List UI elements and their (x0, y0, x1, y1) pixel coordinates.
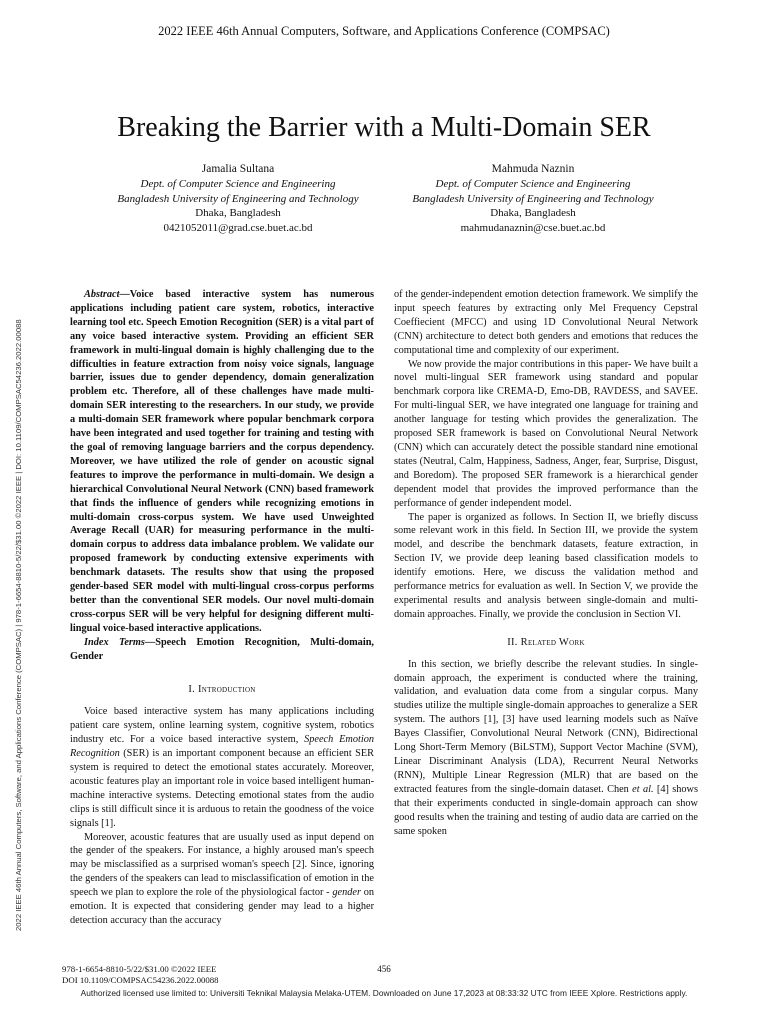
conference-header: 2022 IEEE 46th Annual Computers, Software, and Applications Conference (COMPSAC) (158, 24, 610, 38)
index-terms-text: —Speech Emotion Recognition, Multi-domain, Gender (70, 636, 374, 662)
intro-paragraph-2: Moreover, acoustic features that are usually used as input depend on the gender of the speakers. For instance, a highly aroused man's speech may be misclassified as a surprised woman's speech [2]. Since, ignoring the genders of the speakers can lead to misclassification of emotion in the speech we plan to explore the role of the physiological factor - gender on emotion. It is expected that considering gender may lead to a higher detection accuracy than the accuracy (70, 831, 375, 926)
author-univ: Bangladesh University of Engineering and Technology (117, 192, 359, 205)
right-column (394, 288, 698, 838)
index-terms-label: Index Terms (84, 636, 145, 648)
section-heading-introduction: I. Introduction (188, 684, 256, 696)
intro-paragraph-3: of the gender-independent emotion detection framework. We simplify the input speech features by extracting only Mel Frequency Cepstral Coeffiecient (MFCC) and using 1D Convolutional Neural Network (CNN) architecture to detect both genders and emotions that reduces the computational time and complexity of our experiment. (394, 289, 698, 356)
author-email[interactable]: mahmudanaznin@cse.buet.ac.bd (460, 222, 606, 235)
section-heading-related-work: II. Related Work (507, 636, 585, 648)
footer-isbn: 978-1-6654-8810-5/22/$31.00 ©2022 IEEE (62, 964, 217, 974)
abstract (70, 288, 374, 636)
author-univ: Bangladesh University of Engineering and Technology (412, 192, 654, 205)
side-strip-text: 2022 IEEE 46th Annual Computers, Software, and Applications Conference (COMPSAC) | 978-1-6654-8810-5/22/$31.00 ©2022 IEEE | DOI: 10.1109/COMPSAC54236.2022.00088 (14, 319, 23, 931)
author-city: Dhaka, Bangladesh (490, 207, 576, 220)
side-strip (4, 200, 23, 940)
author-name: Jamalia Sultana (201, 163, 275, 175)
author-block-2 (363, 162, 703, 236)
author-dept: Dept. of Computer Science and Engineering (435, 177, 631, 190)
author-block-1 (68, 162, 408, 236)
paper-title: Breaking the Barrier with a Multi-Domain SER (117, 112, 651, 143)
author-name: Mahmuda Naznin (491, 163, 575, 175)
intro-paragraph-1: Voice based interactive system has many applications including patient care system, online learning system, cognitive system, robotics industry etc. For a voice based interactive system, Speech Emotion Recognition (SER) is an important component because an efficient SER system is required to detect the emotional states accurately. Moreover, acoustic features play an important role in voice based intelligent human-machine interactive systems. Detecting emotional states from the audio clips is still difficult since it is arduous to retain the goodness of the voice signals [1]. (70, 706, 374, 829)
author-dept: Dept. of Computer Science and Engineering (140, 177, 336, 190)
author-city: Dhaka, Bangladesh (195, 207, 281, 220)
left-column (70, 288, 374, 928)
intro-paragraph-4: We now provide the major contributions in this paper- We have built a novel multi-lingual SER framework using standard and popular benchmark corpora like CREMA-D, Emo-DB, RAVDESS, and SAVEE. For multi-lingual SER, we have integrated one language for training and another language for testing which provides the generalization. The proposed SER framework is based on Convolutional Neural Network (CNN) which can accurately detect the possible standard nine emotional states (Neutral, Calm, Happiness, Sadness, Anger, fear, Surprise, Disgust, and Boredom). The proposed SER framework is a hierarchical gender dependent model that provides the improved performance than the performance of gender independent model. (394, 358, 698, 509)
page-number: 456 (377, 964, 391, 974)
intro-paragraph-5: The paper is organized as follows. In Section II, we briefly discuss some relevant work in this field. In Section III, we provide the system model, and describe the benchmark datasets, feature extraction, in Section IV, we provide deep leaning based classification models to identify emotions. Here, we discuss the validation method and performance metrics for evaluation as well. In Section V, we provide the experimental results and analysis between single-domain and multi-domain approaches. Finally, we provide the conclusion in Section VI. (394, 511, 698, 620)
footer-doi: DOI 10.1109/COMPSAC54236.2022.00088 (62, 974, 219, 985)
abstract-label: Abstract (84, 289, 120, 300)
related-paragraph-1: In this section, we briefly describe the relevant studies. In single-domain approach, the experiment is conducted where the training, validation, and evaluation data come from a singular corpus. Many studies utilize the multiple single-domain approaches to generalize a SER system. The authors [1], [3] have used learning models such as Naïve Bayes Classifier, Convolutional Neural Network (CNN), Bidirectional Long Short-Term Memory (BiLSTM), Support Vector Machine (SVM), Linear Discriminant Analysis (LDA), Recurrent Neural Networks (RNN), Multiple Linear Regression (MLR) that are based on the extracted features from the single-domain dataset. Chen et al. [4] shows that their experiments conducted in single-domain approach can show good results when the training and testing of audio data are carried on the same spoken (394, 658, 698, 837)
license-notice: Authorized licensed use limited to: Universiti Teknikal Malaysia Melaka-UTEM. Downloaded on June 17,2023 at 08:33:32 UTC from IEEE Xplore. Restrictions apply. (80, 988, 688, 998)
index-terms (70, 636, 374, 664)
abstract-text: —Voice based interactive system has numerous applications including patient care system, robotics, interactive learning tool etc. Speech Emotion Recognition (SER) is a vital part of any voice based interactive system. Providing an efficient SER framework in multi-lingual domain is highly challenging due to the difficulties in feature extraction from noisy voice signals, language barrier, issues due to gender dependency, domain generalization problem etc. Therefore, all of these challenges have made multi-domain SER interesting to the researchers. In our study, we provide a multi-domain SER framework where popular benchmark corpora have been integrated and used together for training and testing with the goal of removing language barriers and the corpus dependency. Moreover, we have utilized the role of gender on acoustic signal features to improve the performance in multi-domain. We design a hierarchical Convolutional Neural Network (CNN) based framework that finds the influence of genders while recognizing emotions in multi-domain cross-corpus system. We have used Unweighted Average Recall (UAR) for measuring performance in the multi-domain corpus to address data imbalance problem. We validate our proposed framework by conducting extensive experiments with benchmark datasets. The results show that using the proposed gender-based SER model with multi-lingual cross-corpus performs better than the conventional SER models. Our novel multi-domain cross-corpus SER will be very helpful for designing different multi-lingual voice-based interactive applications. (70, 289, 374, 634)
author-email[interactable]: 0421052011@grad.cse.buet.ac.bd (163, 222, 313, 235)
